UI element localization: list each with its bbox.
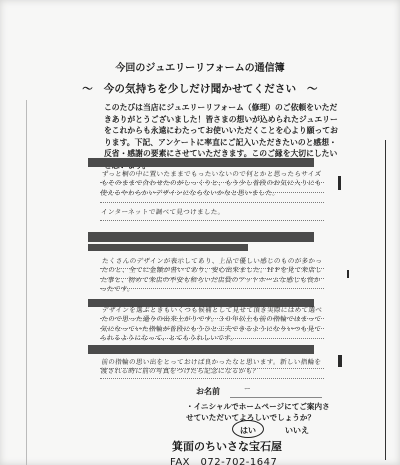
answer-line [100,288,324,289]
redacted-question-3-line2 [88,244,248,251]
consent-no[interactable]: いいえ [285,426,309,435]
yes-selected-circle [232,420,264,438]
intro-paragraph: このたびは当店にジュエリーリフォーム（修理）のご依頼をいただきありがとうございました！皆さまの想いが込められたジュエリーをこれからも永遠にわたってお使いいただくことを心より願っております。下記、アンケートに率直にご記入いただきたいのと感想・反省・感謝の要素にさせていただきます。このご縁を大切にしたい [104,103,338,159]
answer-1: ずっと桐の中に置いたままでもったいないので何とかと思ったらサイズもそのままで合わせたのがしっくりと、もう少し普段のお気に入りにも使えるやわらかいデザインにならないかなと思いました。 [100,170,322,197]
scan-smudge [347,270,349,278]
answer-line [100,202,324,203]
redacted-question-1 [88,158,314,167]
answer-line [100,220,324,221]
scan-smudge [338,355,342,367]
consent-yes[interactable]: はい [240,426,256,435]
name-value: ー [243,385,252,393]
answer-line [100,182,324,183]
answer-line [100,192,324,193]
scan-edge-right [385,140,386,460]
answer-line [100,328,324,329]
answer-line [100,278,324,279]
answer-line [100,268,324,269]
consent-question: ・イニシャルでホームページにてご案内させていただいてよろしいでしょうか？ [186,402,330,422]
redacted-question-5 [88,345,314,354]
answer-line [100,378,324,379]
survey-subtitle: 〜 今の気持ちを少しだけ聞かせてください 〜 [82,83,318,95]
answer-line [100,368,324,369]
scan-edge-left [26,100,27,465]
answer-4: デザインを選ぶときもいくつも候補として見せて頂き実際にはめて選べたので思った通りの出来上がりです。３０年以上も前の指輪ではまって気になっていた指輪が普段にもうひと工夫できるようになりいつも見てられるようになって、とてもうれしいです。 [99,306,323,343]
answer-5: 前の指輪の思い出をとっておけば良かったなと思います。新しい指輪を渡される時に前の写真をつけたら記念になるかも？ [100,358,322,376]
answer-line [100,338,324,339]
answer-line [100,318,324,319]
shop-name: 箕面のちいさな宝石屋 [172,440,282,453]
scan-smudge [338,176,341,190]
name-underline [230,397,322,398]
answer-3: たくさんのデザインが表示してあり、上品で優しい感じのものが多かったのと、全てに金額が書いてあり、安心出来ました。ＨＰを見て来店した事と、初めて来店の不安も和らいだ店員のアットホームな感じも良かったです。 [99,257,323,294]
survey-title: 今回のジュエリーリフォームの通信簿 [115,63,285,74]
name-label: お名前 [196,387,220,396]
answer-2: インターネットで調べて見つけました。 [100,208,225,216]
fax-number: FAX 072-702-1647 [170,457,278,465]
redacted-question-3 [88,232,314,242]
